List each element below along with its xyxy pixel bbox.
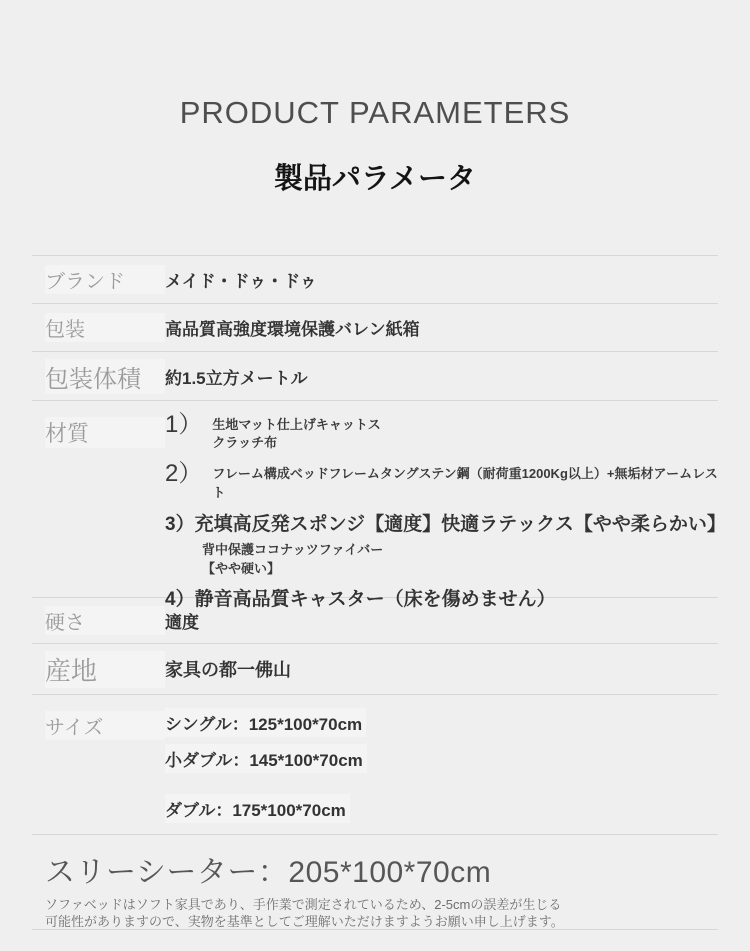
- spec-table: [32, 255, 726, 835]
- material-item-1: [165, 412, 718, 452]
- spec-label-size: サイズ: [45, 711, 165, 740]
- material-item-3-number: 3）: [165, 513, 195, 535]
- spec-row-size: [32, 695, 718, 835]
- material-item-3-text: 充填高反発スポンジ【適度】快適ラテックス【やや柔らかい】: [194, 513, 726, 535]
- spec-value-packing-volume: 約1.5立方メートル: [165, 368, 308, 388]
- page-title-ja: 製品パラメータ: [273, 163, 477, 195]
- size-item-double: ダブル：175*100*70cm: [165, 794, 350, 823]
- material-list: [165, 401, 726, 613]
- three-seater-size-heading: スリーシーター：205*100*70cm: [45, 856, 492, 889]
- spec-label-packaging: 包装: [45, 313, 165, 342]
- spec-value-packaging: 高品質高強度環境保護バレン紙箱: [165, 320, 420, 339]
- page-header: [0, 0, 750, 197]
- spec-value-brand: メイド・ドゥ・ドゥ: [165, 272, 317, 291]
- spec-label-material: 材質: [45, 417, 165, 448]
- spec-row-packing-volume: [32, 352, 718, 401]
- size-item-single: シングル：125*100*70cm: [165, 708, 366, 737]
- material-item-4-number: 4）: [165, 588, 195, 610]
- material-item-4-text: 静音高品質キャスター（床を傷めません）: [194, 588, 556, 610]
- spec-row-packaging: [32, 304, 718, 352]
- material-item-2-number: 2）: [165, 460, 203, 488]
- material-item-3: [165, 513, 726, 538]
- measurement-note-line-1: ソファベッドはソフト家具であり、手作業で測定されているため、2-5cmの誤差が生じる: [45, 897, 562, 912]
- spec-value-hardness: 適度: [165, 613, 199, 632]
- material-item-1-text: 生地マット仕上げキャットス クラッチ布: [212, 417, 381, 451]
- material-item-1-number: 1）: [165, 411, 203, 438]
- spec-value-origin: 家具の都一佛山: [165, 660, 291, 680]
- measurement-note: [45, 896, 718, 930]
- footer-section: [32, 835, 718, 930]
- size-list: [165, 695, 718, 830]
- spec-row-material: [32, 401, 726, 610]
- spec-label-brand: ブランド: [45, 265, 165, 294]
- page-title-en: PRODUCT PARAMETERS: [179, 95, 571, 130]
- spec-label-origin: 産地: [45, 651, 165, 688]
- spec-label-hardness: 硬さ: [45, 606, 165, 635]
- material-item-2: [165, 461, 718, 501]
- size-item-small-double: 小ダブル：145*100*70cm: [165, 744, 367, 773]
- spec-row-origin: [32, 644, 718, 695]
- spec-row-brand: [32, 256, 718, 304]
- measurement-note-line-2: 可能性がありますので、実物を基準としてご理解いただけますようお願い申し上げます。: [45, 914, 564, 929]
- spec-label-packing-volume: 包装体積: [45, 359, 165, 394]
- material-item-3-subtext: 背中保護ココナッツファイバー 【やや硬い】: [202, 542, 384, 576]
- material-item-2-text: フレーム構成ベッドフレームタングステン鋼（耐荷重1200Kg以上）+無垢材アームレスト: [212, 466, 718, 500]
